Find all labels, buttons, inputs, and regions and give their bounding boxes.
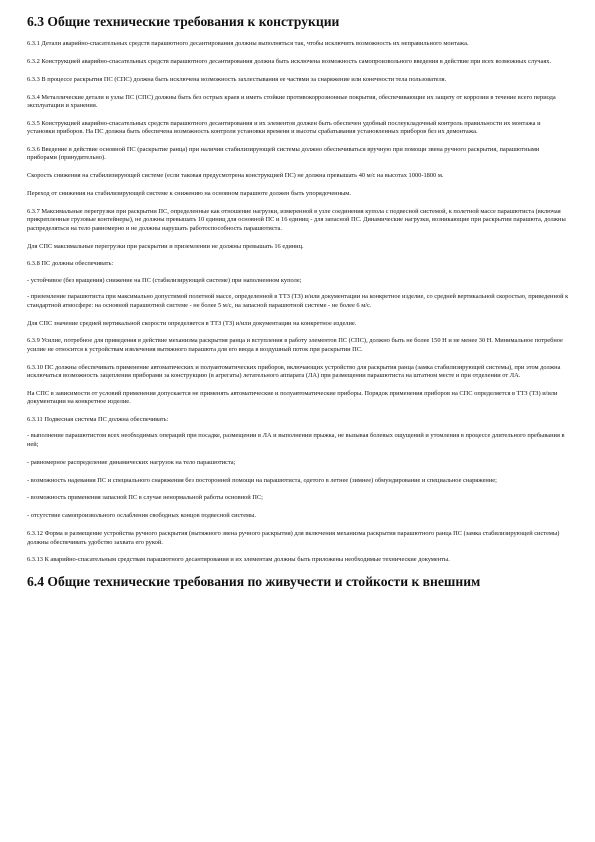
list-item-stable-descent: - устойчивое (без вращения) снижение на ПС (стабилизирующей системе) при наполненном куполе; bbox=[27, 276, 302, 284]
paragraph-6-3-7: 6.3.7 Максимальные перегрузки при раскрытии ПС, определенные как отношение нагрузки, измеренной в узле соединения купола с подвесной системой, к полетной массе парашютиста (включая прикрепленные грузовые контейнеры), не должны превышать 10 единиц для основной ПС и 16 единиц - для запасной ПС. Динамические нагрузки, возникающие при раскрытии парашюта, должны распределяться на тело равномерно и не должны нарушать работоспособность парашютиста. bbox=[27, 208, 566, 232]
paragraph-sps-devices: На СПС в зависимости от условий применения допускается не применять автоматические и полуавтоматические приборы. Порядок применения приборов на СПС определяется в ТТЗ (ТЗ) и/или документации на конкретное изделие. bbox=[27, 389, 558, 406]
list-item-landing-speed: - приземление парашютиста при максимально допустимой полетной массе, определенной в ТТЗ (ТЗ) и/или документации на конкретное изделие, со средней вертикальной скоростью, приведенной к стандартной атмосфере: на основной парашютной системе - не более 5 м/с, на запасной парашютной системе - не более 6 м/с. bbox=[27, 293, 569, 309]
next-section-title: 6.4 Общие технические требования по живучести и стойкости к внешним bbox=[27, 574, 481, 590]
list-item-donning: - возможность надевания ПС и специального снаряжения без посторонней помощи на парашютиста, одетого в летнее (зимнее) обмундирование и специальное снаряжение; bbox=[27, 476, 497, 484]
section-title: 6.3 Общие технические требования к конструкции bbox=[27, 14, 340, 29]
paragraph-6-3-6: 6.3.6 Введение в действие основной ПС (раскрытие ранца) при наличии стабилизирующей системы должно обеспечиваться вручную при помощи звена ручного раскрытия, парашютными приборами (принудительно). bbox=[27, 146, 540, 162]
paragraph-sps-vertical-speed: Для СПС значение средней вертикальной скорости определяется в ТТЗ (ТЗ) и/или документации на конкретное изделие. bbox=[27, 319, 357, 327]
paragraph-6-3-11: 6.3.11 Подвесная система ПС должна обеспечивать: bbox=[27, 416, 169, 423]
list-item-operations: - выполнение парашютистом всех необходимых операций при посадке, размещении в ЛА и выполнении прыжка, не вызывая болевых ощущений и утомления в процессе длительного пребывания в ней; bbox=[27, 432, 565, 448]
paragraph-6-3-2: 6.3.2 Конструкцией аварийно-спасательных средств парашютного десантирования должна быть исключена возможность самопроизвольного введения в действие при всех возможных случаях. bbox=[27, 57, 552, 65]
paragraph-6-3-10: 6.3.10 ПС должны обеспечивать применение автоматических и полуавтоматических приборов, включающих устройство для раскрытия ранца (замка стабилизирующей системы), при этом должна исключаться возможность зацепления приборами за конструкцию (в агрегаты) летательного аппарата (ЛА) при размещении парашютиста на штатном месте и при отделении от ЛА. bbox=[27, 363, 561, 379]
paragraph-sps-overload: Для СПС максимальные перегрузки при раскрытии и приземлении не должны превышать 16 единиц. bbox=[27, 242, 304, 250]
paragraph-transition: Переход от снижения на стабилизирующей системе к снижению на основном парашюте должен быть упорядоченным. bbox=[27, 190, 351, 198]
paragraph-6-3-1: 6.3.1 Детали аварийно-спасательных средств парашютного десантирования должны выполняться так, чтобы исключить возможность их неправильного монтажа. bbox=[27, 40, 469, 47]
paragraph-6-3-4: 6.3.4 Металлические детали и узлы ПС (СПС) должны быть без острых краев и иметь стойкие противокоррозионные покрытия, обеспечивающие их защиту от коррозии в течение всего периода эксплуатации и хранения. bbox=[27, 93, 556, 109]
list-item-reserve-use: - возможность применения запасной ПС в случае ненормальной работы основной ПС; bbox=[27, 494, 263, 502]
paragraph-6-3-5: 6.3.5 Конструкцией аварийно-спасательных средств парашютного десантирования и их элементов должен быть обеспечен удобный послеукладочный контроль правильности их монтажа и установки приборов. На ПС должна быть обеспечена возможность контроля установки времени и высоты срабатывания установленных приборов без их демонтажа. bbox=[27, 119, 541, 136]
paragraph-6-3-9: 6.3.9 Усилие, потребное для приведения в действие механизма раскрытия ранца и вступления в работу элементов ПС (СПС), должно быть не более 150 Н и не менее 30 Н. Минимальное потребное усилие не относится к устройствам извлечения вытяжного парашюта для его ввода в воздушный поток при раскрытии ПС. bbox=[27, 337, 563, 353]
paragraph-6-3-12: 6.3.12 Форма и размещение устройства ручного раскрытия (вытяжного звена ручного раскрытия) для включения механизма раскрытия парашютного ранца ПС (замка стабилизирующей системы) должны обеспечивать удобство захвата его рукой. bbox=[27, 530, 560, 546]
paragraph-6-3-8: 6.3.8 ПС должны обеспечивать: bbox=[27, 260, 114, 268]
list-item-load-distribution: - равномерное распределение динамических нагрузок на тело парашютиста; bbox=[27, 458, 236, 466]
list-item-no-loosening: - отсутствие самопроизвольного ослабления свободных концов подвесной системы. bbox=[27, 512, 256, 520]
paragraph-descent-speed: Скорость снижения на стабилизирующей системе (если таковая предусмотрена конструкцией ПС) не должна превышать 40 м/с на высотах 1000-1800 м. bbox=[27, 172, 444, 180]
paragraph-6-3-13: 6.3.13 К аварийно-спасательным средствам парашютного десантирования и их элементам должны быть приложены необходимые технические документы. bbox=[27, 556, 450, 564]
paragraph-6-3-3: 6.3.3 В процессе раскрытия ПС (СПС) должна быть исключена возможность захлестывания ее частями за снаряжение или конечности тела пользователя. bbox=[27, 75, 447, 83]
